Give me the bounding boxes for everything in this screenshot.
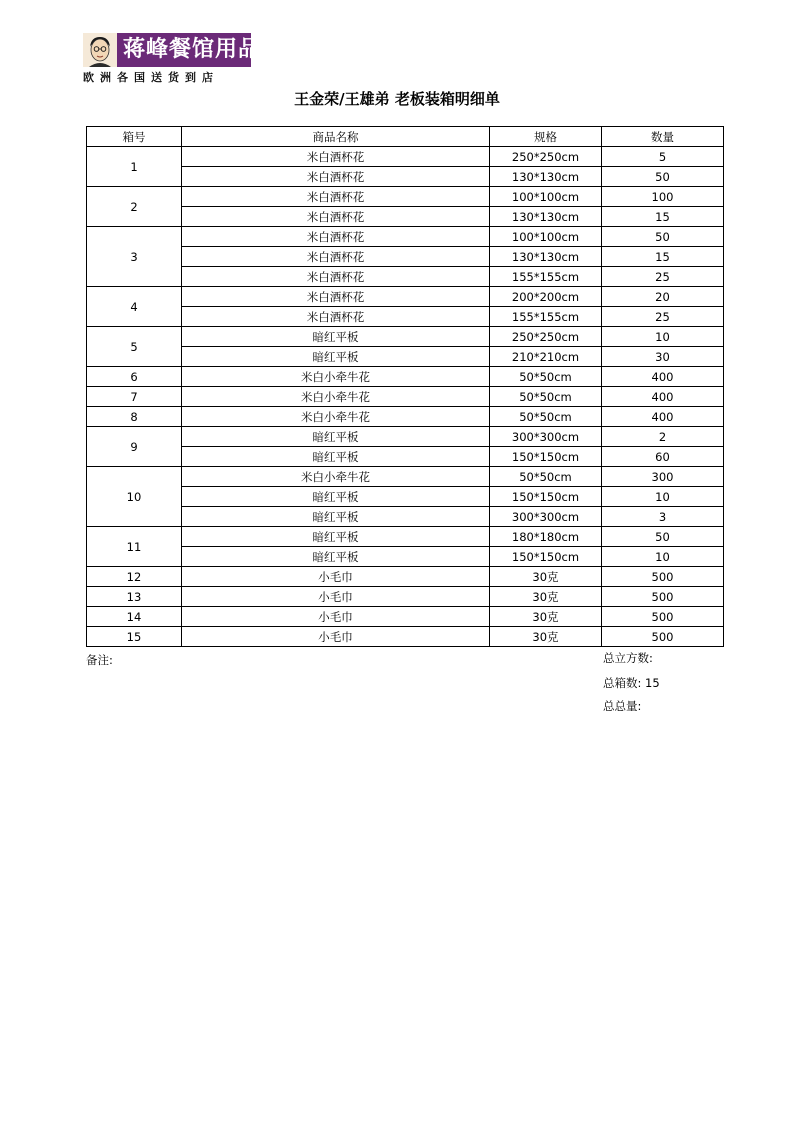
box-number-cell: 15 [87,627,182,647]
box-number-cell: 10 [87,467,182,527]
table-row [87,447,724,467]
table-row [87,387,724,407]
spec-cell: 50*50cm [490,387,602,407]
document-title: 王金荣/王雄弟 老板装箱明细单 [294,90,500,108]
total-boxes: 总箱数: 15 [603,676,660,690]
quantity-cell: 3 [602,507,724,527]
quantity-cell: 30 [602,347,724,367]
table-row [87,227,724,247]
spec-cell: 130*130cm [490,167,602,187]
table-row [87,507,724,527]
table-row [87,607,724,627]
quantity-cell: 500 [602,587,724,607]
box-number-cell: 4 [87,287,182,327]
quantity-cell: 400 [602,367,724,387]
logo-banner [83,33,262,67]
table-row [87,467,724,487]
quantity-cell: 10 [602,487,724,507]
quantity-cell: 10 [602,327,724,347]
box-number-cell: 12 [87,567,182,587]
quantity-cell: 15 [602,207,724,227]
product-name-cell: 暗红平板 [182,487,490,507]
product-name-cell: 米白酒杯花 [182,247,490,267]
quantity-cell: 20 [602,287,724,307]
product-name-cell: 小毛巾 [182,587,490,607]
quantity-cell: 60 [602,447,724,467]
table-row [87,367,724,387]
spec-cell: 250*250cm [490,327,602,347]
quantity-cell: 50 [602,527,724,547]
product-name-cell: 暗红平板 [182,327,490,347]
box-number-cell: 8 [87,407,182,427]
spec-cell: 300*300cm [490,507,602,527]
quantity-cell: 500 [602,627,724,647]
spec-cell: 30克 [490,567,602,587]
quantity-cell: 500 [602,567,724,587]
box-number-cell: 7 [87,387,182,407]
quantity-cell: 400 [602,387,724,407]
product-name-cell: 暗红平板 [182,527,490,547]
table-row [87,267,724,287]
table-row [87,347,724,367]
quantity-cell: 2 [602,427,724,447]
spec-cell: 250*250cm [490,147,602,167]
spec-cell: 180*180cm [490,527,602,547]
table-row [87,627,724,647]
product-name-cell: 米白小牵牛花 [182,387,490,407]
product-name-cell: 米白酒杯花 [182,187,490,207]
quantity-cell: 400 [602,407,724,427]
brand-logo [83,33,262,84]
table-row [87,587,724,607]
spec-cell: 50*50cm [490,467,602,487]
quantity-cell: 15 [602,247,724,267]
spec-cell: 30克 [490,607,602,627]
product-name-cell: 小毛巾 [182,607,490,627]
box-number-cell: 11 [87,527,182,567]
table-row [87,567,724,587]
quantity-cell: 50 [602,227,724,247]
quantity-cell: 100 [602,187,724,207]
product-name-cell: 米白酒杯花 [182,267,490,287]
total-quantity: 总总量: [603,699,642,713]
product-name-cell: 米白酒杯花 [182,227,490,247]
box-number-cell: 9 [87,427,182,467]
logo-brand-name: 蒋峰餐馆用品 [123,37,262,62]
spec-cell: 130*130cm [490,247,602,267]
product-name-cell: 暗红平板 [182,507,490,527]
table-row [87,187,724,207]
product-name-cell: 暗红平板 [182,347,490,367]
product-name-cell: 米白小牵牛花 [182,467,490,487]
table-row [87,287,724,307]
product-name-cell: 米白酒杯花 [182,307,490,327]
box-number-cell: 14 [87,607,182,627]
product-name-cell: 小毛巾 [182,627,490,647]
spec-cell: 200*200cm [490,287,602,307]
box-number-cell: 2 [87,187,182,227]
portrait-icon [83,33,117,67]
spec-cell: 150*150cm [490,447,602,467]
product-name-cell: 米白酒杯花 [182,287,490,307]
spec-cell: 100*100cm [490,187,602,207]
quantity-cell: 500 [602,607,724,627]
box-number-cell: 3 [87,227,182,287]
box-number-cell: 6 [87,367,182,387]
quantity-cell: 5 [602,147,724,167]
packing-list-table [86,126,724,647]
spec-cell: 50*50cm [490,367,602,387]
header-spec: 规格 [490,127,602,147]
box-number-cell: 1 [87,147,182,187]
table-row [87,247,724,267]
table-row [87,527,724,547]
total-volume: 总立方数: [603,651,653,665]
header-quantity: 数量 [602,127,724,147]
spec-cell: 100*100cm [490,227,602,247]
table-row [87,547,724,567]
product-name-cell: 米白酒杯花 [182,147,490,167]
notes-label: 备注: [86,653,113,667]
header-box-number: 箱号 [87,127,182,147]
table-row [87,327,724,347]
box-number-cell: 5 [87,327,182,367]
table-header-row [87,127,724,147]
spec-cell: 155*155cm [490,307,602,327]
spec-cell: 210*210cm [490,347,602,367]
logo-tagline: 欧洲各国送货到店 [83,71,219,84]
product-name-cell: 暗红平板 [182,427,490,447]
quantity-cell: 25 [602,267,724,287]
table-row [87,307,724,327]
product-name-cell: 米白小牵牛花 [182,367,490,387]
product-name-cell: 米白酒杯花 [182,167,490,187]
spec-cell: 150*150cm [490,547,602,567]
spec-cell: 150*150cm [490,487,602,507]
spec-cell: 30克 [490,587,602,607]
box-number-cell: 13 [87,587,182,607]
table-row [87,407,724,427]
product-name-cell: 米白小牵牛花 [182,407,490,427]
product-name-cell: 暗红平板 [182,547,490,567]
table-row [87,207,724,227]
quantity-cell: 10 [602,547,724,567]
header-product-name: 商品名称 [182,127,490,147]
table-row [87,487,724,507]
spec-cell: 50*50cm [490,407,602,427]
table-row [87,147,724,167]
table-row [87,167,724,187]
product-name-cell: 小毛巾 [182,567,490,587]
table-row [87,427,724,447]
quantity-cell: 25 [602,307,724,327]
quantity-cell: 50 [602,167,724,187]
product-name-cell: 米白酒杯花 [182,207,490,227]
spec-cell: 30克 [490,627,602,647]
spec-cell: 155*155cm [490,267,602,287]
table-body [87,147,724,647]
product-name-cell: 暗红平板 [182,447,490,467]
spec-cell: 300*300cm [490,427,602,447]
spec-cell: 130*130cm [490,207,602,227]
quantity-cell: 300 [602,467,724,487]
